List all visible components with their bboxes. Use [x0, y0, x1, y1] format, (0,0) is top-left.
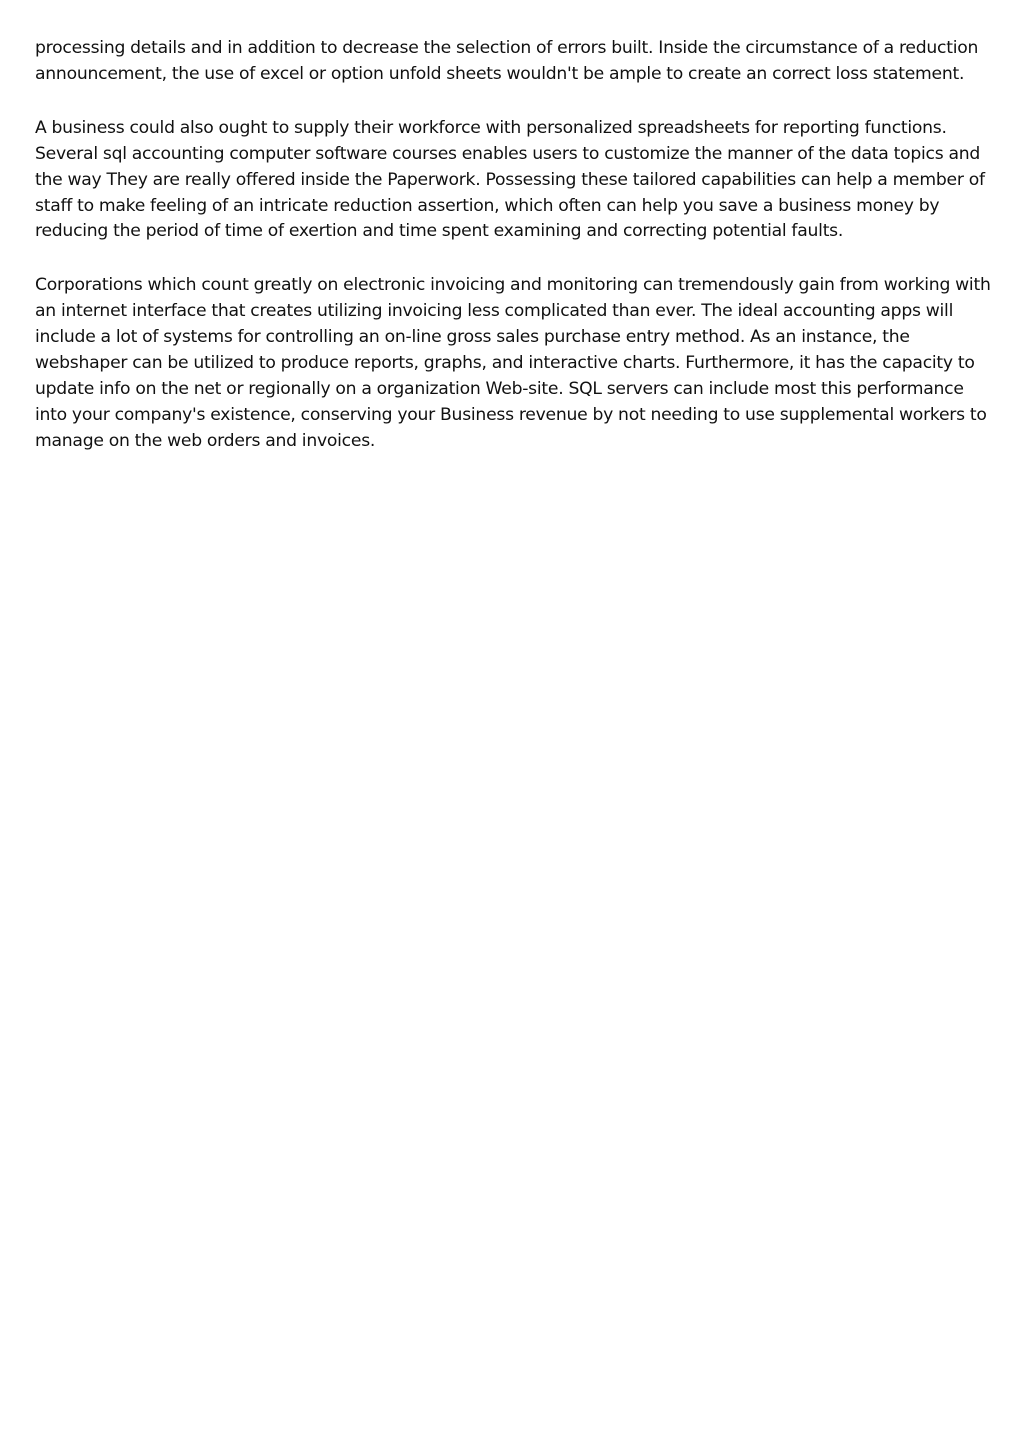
document-body — [35, 36, 993, 483]
paragraph-2: A business could also ought to supply their workforce with personalized spreadsheets for reporting functions. Several sql accounting computer software courses enables users to customize the manner of the data topics and the way They are really offered inside the Paperwork. Possessing these tailored capabilities can help a member of staff to make feeling of an intricate reduction assertion, which often can help you save a business money by reducing the period of time of exertion and time spent examining and correcting potential faults. — [35, 117, 985, 242]
paragraph-1: processing details and in addition to decrease the selection of errors built. Inside the circumstance of a reduction announcement, the use of excel or option unfold sheets wouldn't be ample to create an correct loss statement. — [35, 38, 979, 84]
paragraph-3: Corporations which count greatly on electronic invoicing and monitoring can tremendously gain from working with an internet interface that creates utilizing invoicing less complicated than ever. The ideal accounting apps will include a lot of systems for controlling an on-line gross sales purchase entry method. As an instance, the webshaper can be utilized to produce reports, graphs, and interactive charts. Furthermore, it has the capacity to update info on the net or regionally on a organization Web-site. SQL servers can include most this performance into your company's existence, conserving your Business revenue by not needing to use supplemental workers to manage on the web orders and invoices. — [35, 275, 991, 451]
